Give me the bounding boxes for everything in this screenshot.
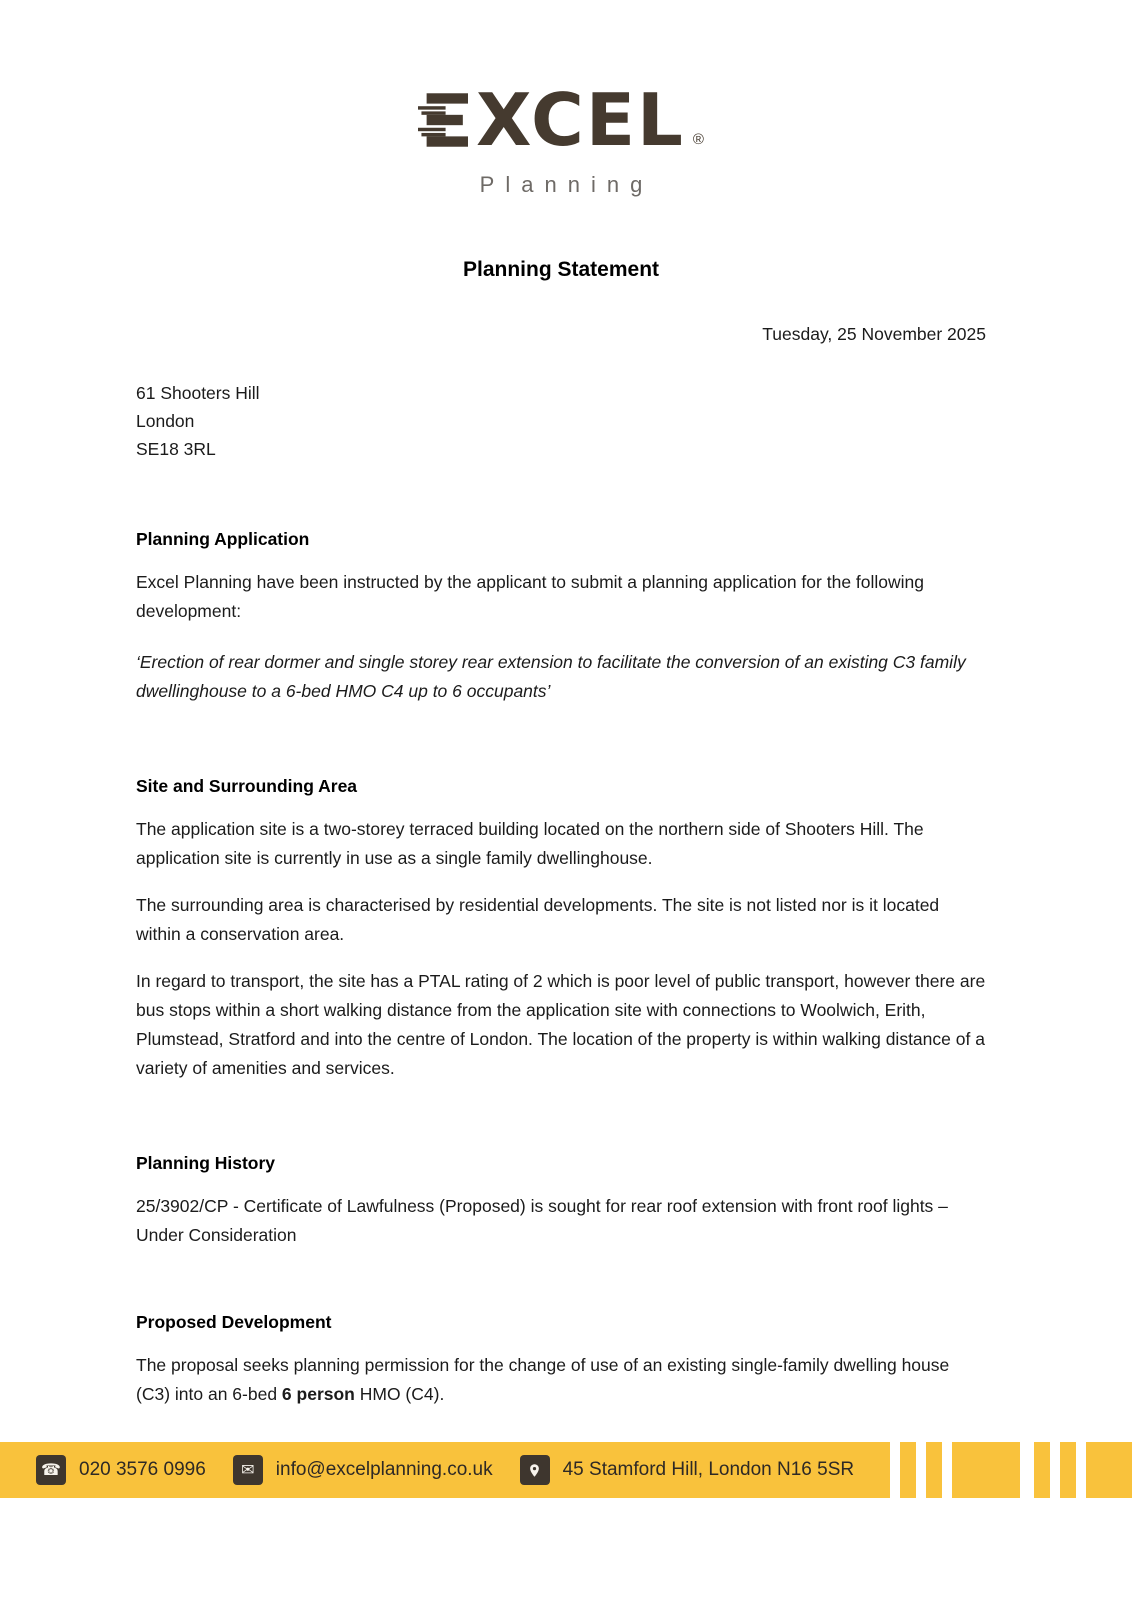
site-address-block <box>136 379 986 463</box>
development-description: ‘Erection of rear dormer and single storey rear extension to facilitate the conversion of an existing C3 family dwellinghouse to a 6-bed HMO C4 up to 6 occupants’ <box>136 652 966 701</box>
page-title: Planning Statement <box>462 258 660 281</box>
section-heading-site-area: Site and Surrounding Area <box>136 776 358 796</box>
proposed-text-bold: 6 person <box>281 1384 355 1404</box>
proposed-text-before: The proposal seeks planning permission for the change of use of an existing single-family dwelling house (C3) into an 6-bed <box>136 1355 950 1404</box>
footer-stripe-gap <box>890 1442 900 1498</box>
section-heading-planning-history: Planning History <box>136 1153 276 1173</box>
footer-address: 45 Stamford Hill, London N16 5SR <box>562 1459 855 1480</box>
section-heading-planning-application: Planning Application <box>136 529 310 549</box>
address-line: London <box>136 411 195 431</box>
footer-stripe-gap <box>1020 1442 1034 1498</box>
footer-stripe-gap <box>1076 1442 1086 1498</box>
planning-history-paragraph: 25/3902/CP - Certificate of Lawfulness (Proposed) is sought for rear roof extension with front roof lights – Under Consideration <box>136 1196 948 1245</box>
envelope-icon: ✉ <box>233 1455 263 1485</box>
logo-subtitle: Planning <box>479 172 654 197</box>
proposed-development-paragraph <box>136 1351 986 1409</box>
planning-application-intro: Excel Planning have been instructed by the applicant to submit a planning application for the following development: <box>136 572 925 621</box>
registered-trademark: ® <box>692 131 704 148</box>
site-area-paragraph: In regard to transport, the site has a PTAL rating of 2 which is poor level of public transport, however there are bus stops within a short walking distance from the application site with connections to Woolwich, Erith, Plumstead, Stratford and into the centre of London. The location of the property is within walking distance of a variety of amenities and services. <box>136 971 986 1078</box>
phone-icon: ☎ <box>36 1455 66 1485</box>
wordmark-text: XCEL <box>476 78 685 162</box>
footer-stripe-gap <box>916 1442 926 1498</box>
excel-wordmark <box>136 78 986 162</box>
address-line: 61 Shooters Hill <box>136 383 260 403</box>
footer-stripe <box>952 1442 1020 1498</box>
company-logo <box>136 78 986 198</box>
site-area-paragraph: The surrounding area is characterised by residential developments. The site is not listed nor is it located within a conservation area. <box>136 895 940 944</box>
site-area-paragraph: The application site is a two-storey terraced building located on the northern side of Shooters Hill. The application site is currently in use as a single family dwellinghouse. <box>136 819 924 868</box>
location-pin-icon <box>520 1455 550 1485</box>
footer-stripe <box>1034 1442 1050 1498</box>
footer-stripe <box>926 1442 942 1498</box>
footer-phone: 020 3576 0996 <box>79 1459 206 1480</box>
footer-stripe <box>900 1442 916 1498</box>
footer-stripe <box>1086 1442 1132 1498</box>
striped-e-logo-icon <box>418 93 468 147</box>
footer-stripe-gap <box>1050 1442 1060 1498</box>
section-heading-proposed-development: Proposed Development <box>136 1312 332 1332</box>
footer-stripe <box>1060 1442 1076 1498</box>
address-line: SE18 3RL <box>136 439 216 459</box>
proposed-text-after: HMO (C4). <box>354 1384 445 1404</box>
footer-bar <box>0 1442 1132 1498</box>
footer-contact-strip <box>0 1442 890 1498</box>
footer-email: info@excelplanning.co.uk <box>275 1459 493 1480</box>
document-date: Tuesday, 25 November 2025 <box>762 324 986 344</box>
footer-stripe-gap <box>942 1442 952 1498</box>
